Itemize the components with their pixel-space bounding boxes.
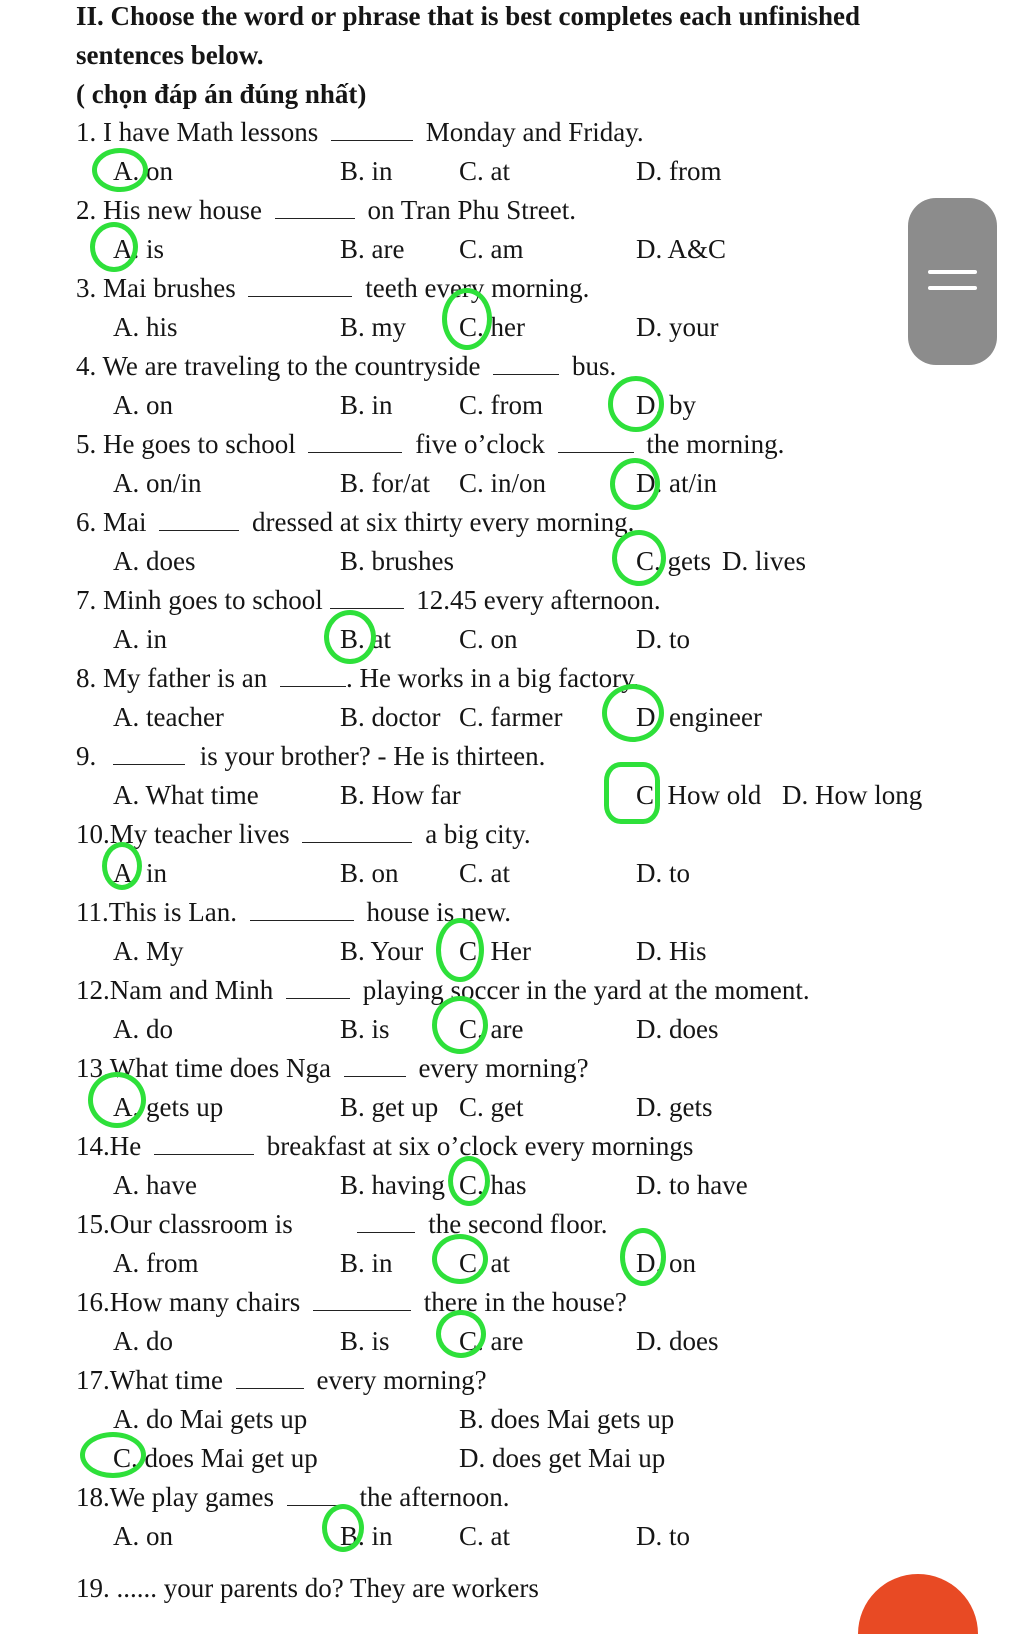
option-d[interactable]: D. A&C bbox=[636, 234, 727, 264]
question-9 bbox=[76, 740, 545, 772]
option-d[interactable]: D. on bbox=[636, 1248, 696, 1278]
option-b[interactable]: B. is bbox=[340, 1014, 390, 1044]
option-c[interactable]: C. at bbox=[459, 1248, 510, 1278]
answer-blank bbox=[113, 744, 185, 765]
option-a[interactable]: A. teacher bbox=[113, 702, 224, 732]
question-16 bbox=[76, 1286, 627, 1318]
option-d[interactable]: D. your bbox=[636, 312, 719, 342]
answer-blank bbox=[154, 1134, 254, 1155]
option-a[interactable]: A. on bbox=[113, 156, 173, 186]
option-d[interactable]: D. to bbox=[636, 1521, 690, 1551]
question-6-stem: 6. Mai bbox=[76, 507, 147, 537]
question-2-stem: 2. His new house bbox=[76, 195, 262, 225]
question-18 bbox=[76, 1481, 509, 1513]
option-d[interactable]: D. to have bbox=[636, 1170, 748, 1200]
question-18-stem-end: the afternoon. bbox=[359, 1482, 510, 1512]
option-c[interactable]: C. in/on bbox=[459, 468, 547, 498]
question-4 bbox=[76, 350, 616, 382]
answer-blank bbox=[275, 198, 355, 219]
question-18-stem: 18.We play games bbox=[76, 1482, 275, 1512]
question-13 bbox=[76, 1052, 589, 1084]
question-14 bbox=[76, 1130, 693, 1162]
option-a[interactable]: A. What time bbox=[113, 780, 259, 810]
option-d[interactable]: D. engineer bbox=[636, 702, 762, 732]
question-10 bbox=[76, 818, 531, 850]
question-13-stem-end: every morning? bbox=[418, 1053, 589, 1083]
option-a[interactable]: A. on/in bbox=[113, 468, 202, 498]
answer-blank bbox=[493, 354, 559, 375]
question-5-stem: 5. He goes to school bbox=[76, 429, 296, 459]
option-b[interactable]: B. get up bbox=[340, 1092, 439, 1122]
grip-line-icon bbox=[928, 286, 977, 290]
option-a[interactable]: A. do Mai gets up bbox=[113, 1404, 308, 1434]
option-d[interactable]: D. How long bbox=[782, 780, 923, 810]
question-11-stem-end: house is new. bbox=[366, 897, 511, 927]
question-11-stem: 11.This is Lan. bbox=[76, 897, 237, 927]
option-a[interactable]: A. have bbox=[113, 1170, 197, 1200]
option-c[interactable]: C. at bbox=[459, 1521, 510, 1551]
answer-blank bbox=[250, 900, 354, 921]
question-7 bbox=[76, 584, 661, 616]
question-12 bbox=[76, 974, 810, 1006]
question-17 bbox=[76, 1364, 487, 1396]
question-16-stem: 16.How many chairs bbox=[76, 1287, 301, 1317]
question-13-stem: 13.What time does Nga bbox=[76, 1053, 331, 1083]
question-8-stem-end: . He works in a big factory. bbox=[345, 663, 640, 693]
option-b[interactable]: B. doctor bbox=[340, 702, 441, 732]
option-d[interactable]: D. does bbox=[636, 1326, 719, 1356]
option-d[interactable]: D. gets bbox=[636, 1092, 713, 1122]
option-c[interactable]: C. gets bbox=[636, 546, 712, 576]
option-c[interactable]: C. get bbox=[459, 1092, 524, 1122]
answer-blank bbox=[357, 1212, 415, 1233]
option-b[interactable]: B. in bbox=[340, 1248, 393, 1278]
question-8 bbox=[76, 662, 640, 694]
option-c[interactable]: C. does Mai get up bbox=[113, 1443, 318, 1473]
answer-blank bbox=[159, 510, 239, 531]
option-a[interactable]: A. do bbox=[113, 1014, 173, 1044]
option-d[interactable]: D. to bbox=[636, 858, 690, 888]
question-3 bbox=[76, 272, 589, 304]
option-c[interactable]: C. Her bbox=[459, 936, 531, 966]
option-a[interactable]: A. gets up bbox=[113, 1092, 224, 1122]
option-b[interactable]: B. at bbox=[340, 624, 391, 654]
option-b[interactable]: B. in bbox=[340, 390, 393, 420]
question-3-stem-end: teeth every morning. bbox=[365, 273, 590, 303]
question-17-stem-end: every morning? bbox=[316, 1365, 487, 1395]
question-5-stem-end: the morning. bbox=[646, 429, 785, 459]
question-16-stem-end: there in the house? bbox=[423, 1287, 627, 1317]
answer-blank bbox=[330, 588, 404, 609]
question-3-stem: 3. Mai brushes bbox=[76, 273, 236, 303]
question-6 bbox=[76, 506, 634, 538]
answer-blank bbox=[558, 432, 634, 453]
option-b[interactable]: B. is bbox=[340, 1326, 390, 1356]
question-14-stem: 14.He bbox=[76, 1131, 142, 1161]
option-a[interactable]: A. on bbox=[113, 390, 173, 420]
question-11 bbox=[76, 896, 511, 928]
answer-blank bbox=[286, 978, 350, 999]
question-1-stem: 1. I have Math lessons bbox=[76, 117, 319, 147]
question-15-stem-end: the second floor. bbox=[428, 1209, 608, 1239]
option-b[interactable]: B. for/at bbox=[340, 468, 430, 498]
option-d[interactable]: D. lives bbox=[722, 546, 806, 576]
option-c[interactable]: C. from bbox=[459, 390, 543, 420]
option-a[interactable]: A. do bbox=[113, 1326, 173, 1356]
question-4-stem-end: bus. bbox=[571, 351, 617, 381]
option-b[interactable]: B. does Mai gets up bbox=[459, 1404, 675, 1434]
question-5-stem-mid: five o’clock bbox=[415, 429, 545, 459]
option-a[interactable]: A. is bbox=[113, 234, 165, 264]
question-10-stem-end: a big city. bbox=[425, 819, 531, 849]
option-a[interactable]: A. in bbox=[113, 624, 167, 654]
option-c[interactable]: C. at bbox=[459, 858, 510, 888]
option-c[interactable]: C. are bbox=[459, 1014, 524, 1044]
option-a[interactable]: A. in bbox=[113, 858, 167, 888]
option-a[interactable]: A. his bbox=[113, 312, 178, 342]
question-10-stem: 10.My teacher lives bbox=[76, 819, 290, 849]
question-12-stem-end: playing soccer in the yard at the moment. bbox=[362, 975, 810, 1005]
question-17-stem: 17.What time bbox=[76, 1365, 223, 1395]
question-1-stem-end: Monday and Friday. bbox=[425, 117, 644, 147]
answer-blank bbox=[280, 666, 346, 687]
question-15-stem: 15.Our classroom is bbox=[76, 1209, 293, 1239]
option-b[interactable]: B. my bbox=[340, 312, 407, 342]
option-d[interactable]: D. to bbox=[636, 624, 690, 654]
option-b[interactable]: B. in bbox=[340, 156, 393, 186]
question-6-stem-end: dressed at six thirty every morning. bbox=[252, 507, 635, 537]
question-8-stem: 8. My father is an bbox=[76, 663, 268, 693]
option-b[interactable]: B. are bbox=[340, 234, 405, 264]
answer-blank bbox=[236, 1368, 304, 1389]
question-4-stem: 4. We are traveling to the countryside bbox=[76, 351, 481, 381]
question-1 bbox=[76, 116, 644, 148]
option-c[interactable]: C. her bbox=[459, 312, 525, 342]
answer-blank bbox=[313, 1290, 411, 1311]
floating-action-button[interactable] bbox=[858, 1574, 978, 1634]
answer-blank bbox=[331, 120, 413, 141]
answer-blank bbox=[302, 822, 412, 843]
option-c[interactable]: C. on bbox=[459, 624, 518, 654]
question-5 bbox=[76, 428, 784, 460]
scroll-handle[interactable] bbox=[908, 198, 997, 365]
option-d[interactable]: D. at/in bbox=[636, 468, 717, 498]
question-14-stem-end: breakfast at six o’clock every mornings bbox=[266, 1131, 694, 1161]
option-b[interactable]: B. having bbox=[340, 1170, 445, 1200]
exercise-title: II. Choose the word or phrase that is best completes each unfinished bbox=[76, 1, 861, 31]
option-a[interactable]: A. on bbox=[113, 1521, 173, 1551]
question-19-cutoff: 19. ...... your parents do? They are workers bbox=[76, 1573, 539, 1603]
option-b[interactable]: B. How far bbox=[340, 780, 461, 810]
question-7-stem-end: 12.45 every afternoon. bbox=[416, 585, 661, 615]
option-a[interactable]: A. My bbox=[113, 936, 184, 966]
answer-blank bbox=[287, 1485, 347, 1506]
option-d[interactable]: D. from bbox=[636, 156, 722, 186]
option-d[interactable]: D. His bbox=[636, 936, 707, 966]
answer-blank bbox=[344, 1056, 406, 1077]
option-d[interactable]: D. does get Mai up bbox=[459, 1443, 666, 1473]
exercise-title-cont: sentences below. bbox=[76, 40, 264, 70]
option-c[interactable]: C. at bbox=[459, 156, 510, 186]
option-c[interactable]: C. are bbox=[459, 1326, 524, 1356]
option-b[interactable]: B. brushes bbox=[340, 546, 454, 576]
answer-blank bbox=[308, 432, 402, 453]
question-9-stem: 9. bbox=[76, 741, 97, 771]
option-a[interactable]: A. does bbox=[113, 546, 196, 576]
option-d[interactable]: D. by bbox=[636, 390, 696, 420]
option-c[interactable]: C. How old bbox=[636, 780, 762, 810]
question-2-stem-end: on Tran Phu Street. bbox=[367, 195, 577, 225]
question-15 bbox=[76, 1208, 607, 1240]
option-b[interactable]: B. Your bbox=[340, 936, 424, 966]
exercise-subtitle: ( chọn đáp án đúng nhất) bbox=[76, 79, 367, 109]
question-7-stem: 7. Minh goes to school bbox=[76, 585, 323, 615]
question-9-stem-end: is your brother? - He is thirteen. bbox=[199, 741, 546, 771]
option-c[interactable]: C. farmer bbox=[459, 702, 563, 732]
grip-line-icon bbox=[928, 270, 977, 274]
option-b[interactable]: B. on bbox=[340, 858, 399, 888]
option-a[interactable]: A. from bbox=[113, 1248, 199, 1278]
question-12-stem: 12.Nam and Minh bbox=[76, 975, 274, 1005]
question-2 bbox=[76, 194, 576, 226]
option-d[interactable]: D. does bbox=[636, 1014, 719, 1044]
option-c[interactable]: C. am bbox=[459, 234, 524, 264]
answer-blank bbox=[248, 276, 352, 297]
option-c[interactable]: C. has bbox=[459, 1170, 527, 1200]
option-b[interactable]: B. in bbox=[340, 1521, 393, 1551]
